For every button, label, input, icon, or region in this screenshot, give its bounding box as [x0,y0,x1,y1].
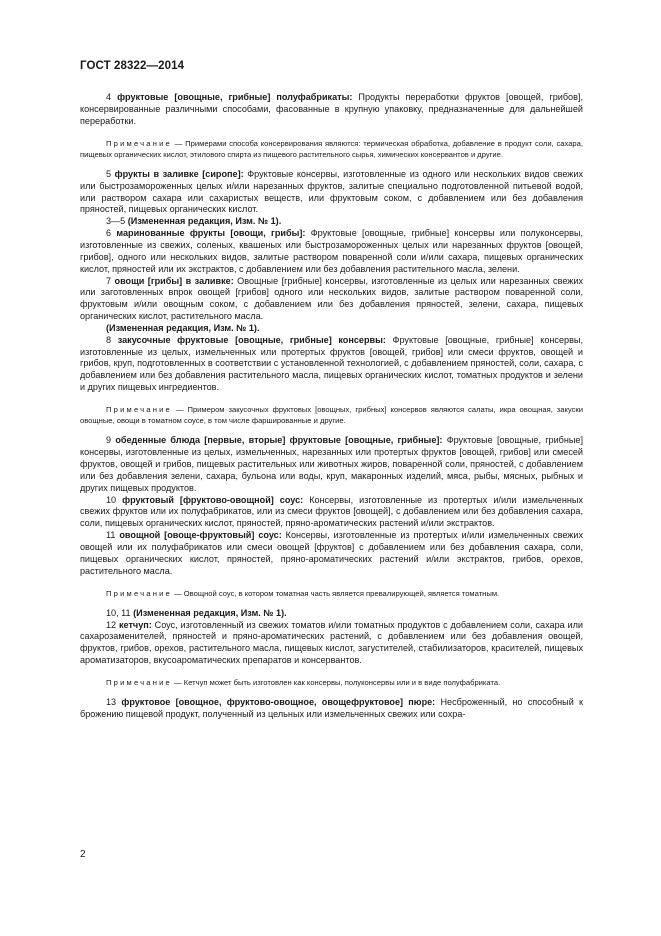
note-label: Примечание [106,677,172,687]
note-label: Примечание [106,404,172,414]
term-definition: Консервы, изготовленные из протертых и/или измельченных свежих фруктов или их полуфабрикатов, или из смеси фруктов [овощей], с добавлением или без добавления сахара, соли, пищевых органических кислот, пряностей, пряно-ароматических растений и/или экстрактов. [80,494,583,529]
term-definition: Фруктовые [овощные, грибные] консервы или полуконсервы, изготовленные из свежих, соленых, квашеных или быстрозамороженных целых или нарезанных фруктов [овощей, грибов], одного или нескольких видов, залитые раствором поваренной соли и/или сахара, пищевых органических кислот, пряностей или их экстрактов, с добавлением или без добавления растительного масла, зелени. [80,228,584,274]
term-paragraph: 4 фруктовые [овощные, грибные] полуфабрикаты: Продукты переработки фруктов [овощей, грибов], консервированные различными способами, фасованные в крупную упаковку, предназначенные для дальнейшей переработки. [80,92,584,126]
note-label: Примечание [106,138,172,148]
term-name: обеденные блюда [первые, вторые] фруктовые [овощные, грибные]: [115,435,443,446]
term-name: кетчуп: [118,619,152,630]
note-text: — Примером закусочных фруктовых [овощных, грибных] консервов являются салаты, икра овощная, закуски овощные, овощи в томатном соусе, в том числе фаршированные и другие. [80,404,583,426]
document-body [80,92,583,721]
note-text: — Овощной соус, в котором томатная часть является превалирующей, является томатным. [171,588,500,598]
note-paragraph [80,138,583,160]
term-name: овощной [овоще-фруктовый] соус: [119,530,282,541]
term-definition: Овощные [грибные] консервы, изготовленные из целых или нарезанных свежих или заготовленных впрок овощей [грибов] одного или нескольких видов, залитые раствором поваренной соли, фруктовым и/или овощным соком, с добавлением или без добавления пряностей, зелени, сахара, пищевых органических кислот, растительного масла. [80,275,583,322]
note-paragraph [80,588,583,599]
term-paragraph: 6 маринованные фрукты [овощи, грибы]: Фруктовые [овощные, грибные] консервы или полуконсервы, изготовленные из свежих, соленых, квашеных или быстрозамороженных целых или нарезанных фруктов [овощей, грибов], одного или нескольких видов, залитые раствором поваренной соли и/или сахара, пищевых органических кислот, пряностей или их экстрактов, с добавлением или без добавления растительного масла, зелени. [80,228,584,274]
term-name: фруктовое [овощное, фруктово-овощное, овощефруктовое] пюре: [121,697,436,708]
term-definition: Консервы, изготовленные из протертых и/или измельченных свежих овощей или их полуфабрикатов или смеси овощей [фруктов] с добавлением или без добавления сахара, соли, пищевых органических кислот, пряностей, пряно-ароматических растений и/или экстрактов, грибов, орехов, растительного масла. [80,530,584,576]
document-header [80,60,184,72]
term-definition: Фруктовые консервы, изготовленные из одного или нескольких видов свежих или быстрозамороженных целых и/или нарезанных фруктов, залитые специально подготовленной питьевой водой, или раствором сахара или сахаристых веществ, или фруктовым соком, с добавлением или без добавления пряностей, пищевых органических кислот. [80,168,584,215]
amendment-line: 3—5 (Измененная редакция, Изм. № 1). [106,216,282,227]
term-paragraph: 5 фрукты в заливке [сиропе]: Фруктовые консервы, изготовленные из одного или нескольких видов свежих или быстрозамороженных целых и/или нарезанных фруктов, залитые специально подготовленной питьевой водой, или раствором сахара или сахаристых веществ, или фруктовым соком, с добавлением или без добавления пряностей, пищевых органических кислот. [80,168,584,215]
note-text: — Примерами способа консервирования являются: термическая обработка, добавление в продукт соли, сахара, пищевых органических кислот, этилового спирта из пищевого растительного сырья, химических консервантов и другие. [80,138,583,159]
term-name: закусочные фруктовые [овощные, грибные] консервы: [117,334,386,345]
amendment-line: (Измененная редакция, Изм. № 1). [106,322,260,333]
term-name: фрукты в заливке [сиропе]: [114,168,244,179]
term-definition: Несброженный, но способный к брожению пищевой продукт, полученный из цельных или измельченных свежих или сохра- [80,697,584,719]
note-label: Примечание [106,588,172,598]
standard-title: ГОСТ 28322—2014 [80,60,185,72]
note-paragraph [80,677,583,688]
term-paragraph: 12 кетчуп: Соус, изготовленный из свежих томатов и/или томатных продуктов с добавлением соли, сахара или сахарозаменителей, пряностей и пряно-ароматических растений, с добавлением или без добавления овощей, фруктов, грибов, орехов, растительного масла, пищевых кислот, загустителей, стабилизаторов, красителей, пищевых ароматизаторов, вкусоароматических препаратов и консервантов. [80,619,584,666]
note-paragraph [80,404,583,426]
term-paragraph: 13 фруктовое [овощное, фруктово-овощное, овощефруктовое] пюре: Несброженный, но способный к брожению пищевой продукт, полученный из цельных или измельченных свежих или сохра- [80,697,584,719]
term-paragraph: 10 фруктовый [фруктово-овощной] соус: Консервы, изготовленные из протертых и/или измельченных свежих фруктов или их полуфабрикатов, или из смеси фруктов [овощей], с добавлением или без добавления сахара, соли, пищевых органических кислот, пряностей, пряно-ароматических растений и/или экстрактов. [80,494,583,529]
term-definition: Фруктовые [овощные, грибные] консервы, изготовленные из целых, измельченных или протертых фруктов [овощей, грибов] или смеси фруктов, овощей и грибов, круп, подготовленных в соответствии с установленной технологией, с добавлением пряностей, соли, сахара, с добавлением или без добавления растительного масла, пищевых органических кислот, томатных продуктов и зелени и других пищевых ингредиентов. [80,334,583,393]
term-definition: Соус, изготовленный из свежих томатов и/или томатных продуктов с добавлением соли, сахара или сахарозаменителей, пряностей и пряно-ароматических растений, с добавлением или без добавления овощей, фруктов, грибов, орехов, растительного масла, пищевых кислот, загустителей, стабилизаторов, красителей, пищевых ароматизаторов, вкусоароматических препаратов и консервантов. [80,619,584,666]
page-number: 2 [80,849,86,860]
term-paragraph: 9 обеденные блюда [первые, вторые] фруктовые [овощные, грибные]: Фруктовые [овощные, грибные] консервы, изготовленные из целых, измельченных, нарезанных или протертых фруктов [овощей, грибов] или смесей фруктов, овощей и грибов, пищевых растительных или животных жиров, поваренной соли, пряностей, с добавлением или без добавления зелени, сахара, бульона или воды, круп, макаронных изделий, мяса, рыбы, мясных, рыбных и других пищевых продуктов. [80,435,584,493]
term-name: фруктовые [овощные, грибные] полуфабрикаты: [117,92,353,102]
term-definition: Фруктовые [овощные, грибные] консервы, изготовленные из целых, измельченных, нарезанных или протертых фруктов [овощей, грибов] или смесей фруктов, овощей и грибов, пищевых растительных или животных жиров, поваренной соли, пряностей, с добавлением или без добавления зелени, сахара, бульона или воды, круп, макаронных изделий, мяса, рыбы, мясных, рыбных и других пищевых продуктов. [80,435,584,493]
term-paragraph: 11 овощной [овоще-фруктовый] соус: Консервы, изготовленные из протертых и/или измельченных свежих овощей или их полуфабрикатов или смеси овощей [фруктов] с добавлением или без добавления сахара, соли, пищевых органических кислот, пряностей, пряно-ароматических растений и/или экстрактов, грибов, орехов, растительного масла. [80,530,584,576]
amendment-line: 10, 11 (Измененная редакция, Изм. № 1). [106,607,287,618]
term-name: овощи [грибы] в заливке: [114,275,234,286]
term-name: фруктовый [фруктово-овощной] соус: [122,494,304,505]
note-text: — Кетчуп может быть изготовлен как консервы, полуконсервы или и в виде полуфабриката. [171,677,501,687]
term-definition: Продукты переработки фруктов [овощей, грибов], консервированные различными способами, фасованные в крупную упаковку, предназначенные для дальнейшей переработки. [80,92,584,126]
term-name: маринованные фрукты [овощи, грибы]: [116,228,306,239]
term-paragraph: 7 овощи [грибы] в заливке: Овощные [грибные] консервы, изготовленные из целых или нарезанных свежих или заготовленных впрок овощей [грибов] одного или нескольких видов, залитые раствором поваренной соли, фруктовым и/или овощным соком, с добавлением или без добавления пряностей, зелени, сахара, пищевых органических кислот, растительного масла. [80,275,583,322]
term-paragraph: 8 закусочные фруктовые [овощные, грибные] консервы: Фруктовые [овощные, грибные] консервы, изготовленные из целых, измельченных или протертых фруктов [овощей, грибов] или смеси фруктов, овощей и грибов, круп, подготовленных в соответствии с установленной технологией, с добавлением пряностей, соли, сахара, с добавлением или без добавления растительного масла, пищевых органических кислот, томатных продуктов и зелени и других пищевых ингредиентов. [80,334,583,393]
